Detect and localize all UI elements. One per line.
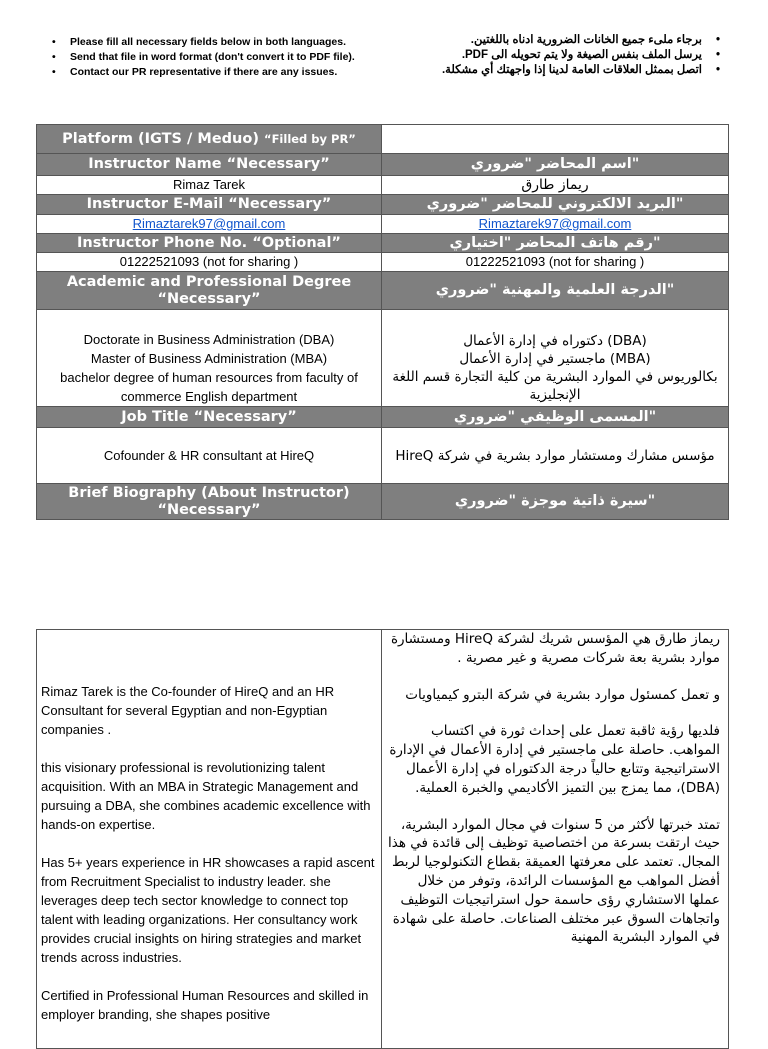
bio-paragraph: Has 5+ years experience in HR showcases a rapid ascent from Recruitment Specialist to industry leader. she leverages deep tech sector knowledge to connect top talent with leading organizations. Her consultancy work provides crucial insights on hiring strategies and market trends across industries. <box>41 855 375 965</box>
name-value-en[interactable]: Rimaz Tarek <box>37 176 382 195</box>
instructions-en <box>52 35 382 80</box>
name-value-ar[interactable]: ريماز طارق <box>382 176 729 195</box>
platform-label: Platform (IGTS / Meduo) “Filled by PR” <box>37 125 382 154</box>
biography-en-cell[interactable] <box>37 630 382 1049</box>
platform-value[interactable] <box>382 125 729 154</box>
bio-paragraph: Rimaz Tarek is the Co-founder of HireQ and an HR Consultant for several Egyptian and non-Egyptian companies . <box>41 684 335 737</box>
job-label-en: Job Title “Necessary” <box>37 407 382 428</box>
bullet-icon: • <box>715 64 720 76</box>
bullet-icon: • <box>715 34 720 46</box>
name-value-row <box>37 176 729 195</box>
bio-paragraph: و تعمل كمسئول موارد بشرية في شركة البترو كيمياويات <box>405 686 720 703</box>
bullet-icon: • <box>715 49 720 61</box>
phone-value-row <box>37 253 729 272</box>
degree-label-en: Academic and Professional Degree “Necessary” <box>37 272 382 310</box>
degree-label-row <box>37 272 729 310</box>
degree-label-ar: "الدرجة العلمية والمهنية "ضروري <box>382 272 729 310</box>
bullet-icon: • <box>52 36 56 48</box>
bio-paragraph: فلديها رؤية ثاقبة تعمل على إحداث ثورة في اكتساب المواهب. حاصلة على ماجستير في إدارة الأعمال في الإدارة الاستراتيجية وتتابع حالياً درجة الدكتوراه في إدارة الأعمال (DBA)، مما يمزج بين التميز الأكاديمي والخبرة العملية. <box>389 723 720 796</box>
phone-value-ar[interactable]: 01222521093 (not for sharing ) <box>382 253 729 272</box>
biography-table <box>36 629 729 1049</box>
phone-label-en: Instructor Phone No. “Optional” <box>37 234 382 253</box>
job-value-en[interactable]: Cofounder & HR consultant at HireQ <box>37 428 382 484</box>
biography-ar-cell[interactable] <box>382 630 729 1049</box>
phone-label-row <box>37 234 729 253</box>
instruction-item: • برجاء ملىء جميع الخانات الضرورية ادناه باللغتين. <box>470 34 720 46</box>
job-label-ar: "المسمى الوظيفي "ضروري <box>382 407 729 428</box>
name-label-ar: "اسم المحاضر "ضروري <box>382 154 729 176</box>
instruction-item: • يرسل الملف بنفس الصيغة ولا يتم تحويله الى PDF. <box>461 49 720 61</box>
email-label-ar: "البريد الالكتروني للمحاضر "ضروري <box>382 195 729 215</box>
email-label-row <box>37 195 729 215</box>
job-label-row <box>37 407 729 428</box>
instruction-item: • اتصل بممثل العلاقات العامة لدينا إذا واجهتك أي مشكلة. <box>441 64 720 76</box>
email-value-row <box>37 215 729 234</box>
name-label-row <box>37 154 729 176</box>
job-value-row <box>37 428 729 484</box>
job-value-ar[interactable]: مؤسس مشارك ومستشار موارد بشرية في شركة HireQ <box>382 428 729 484</box>
degree-value-row <box>37 310 729 407</box>
instruction-item: • Send that file in word format (don't convert it to PDF file). <box>52 51 355 63</box>
bio-paragraph: ريماز طارق هي المؤسس شريك لشركة HireQ ومستشارة موارد بشرية بعة شركات مصرية و غير مصرية . <box>390 631 720 666</box>
phone-label-ar: "رقم هاتف المحاضر "اختياري <box>382 234 729 253</box>
email-value-ar <box>382 215 729 234</box>
bio-label-ar: "سيرة ذاتية موجزة "ضروري <box>382 484 729 520</box>
bio-paragraph: تمتد خبرتها لأكثر من 5 سنوات في مجال الموارد البشرية، حيث ارتقت بسرعة من اختصاصية توظيف إلى قائدة في هذا المجال. تعتمد على معرفتها العميقة بقطاع التكنولوجيا لربط أفضل المواهب مع المؤسسات الرائدة، وتوفر من خلال عملها الاستشاري رؤى حاسمة حول استراتيجيات التوظيف واتجاهات السوق عبر مختلف الصناعات. حاصلة على شهادة في الموارد البشرية المهنية <box>387 816 720 946</box>
instructions-ar <box>410 33 720 78</box>
biography-row <box>37 630 729 1049</box>
bio-paragraph: Certified in Professional Human Resources and skilled in employer branding, she shapes positive <box>41 988 369 1022</box>
phone-value-en[interactable]: 01222521093 (not for sharing ) <box>37 253 382 272</box>
platform-row <box>37 125 729 154</box>
email-link[interactable]: Rimaztarek97@gmail.com <box>478 216 632 231</box>
email-value-en <box>37 215 382 234</box>
bullet-icon: • <box>52 66 56 78</box>
bio-label-row <box>37 484 729 520</box>
degree-value-en[interactable]: Doctorate in Business Administration (DBA) Master of Business Administration (MBA) bachelor degree of human resources from faculty of commerce English department <box>37 310 382 407</box>
degree-value-ar[interactable]: (DBA) دكتوراه في إدارة الأعمال (MBA) ماجستير في إدارة الأعمال بكالوريوس في الموارد البشرية من كلية التجارة قسم اللغة الإنجليزية <box>382 310 729 407</box>
name-label-en: Instructor Name “Necessary” <box>37 154 382 176</box>
instruction-item: • Contact our PR representative if there are any issues. <box>52 66 338 78</box>
instructor-form-table <box>36 124 729 520</box>
bullet-icon: • <box>52 51 56 63</box>
email-link[interactable]: Rimaztarek97@gmail.com <box>132 216 286 231</box>
email-label-en: Instructor E-Mail “Necessary” <box>37 195 382 215</box>
bio-paragraph: this visionary professional is revolutionizing talent acquisition. With an MBA in Strategic Management and pursuing a DBA, she combines academic excellence with hands-on expertise. <box>41 760 371 832</box>
instruction-item: • Please fill all necessary fields below in both languages. <box>52 36 347 48</box>
bio-label-en: Brief Biography (About Instructor) “Necessary” <box>37 484 382 520</box>
